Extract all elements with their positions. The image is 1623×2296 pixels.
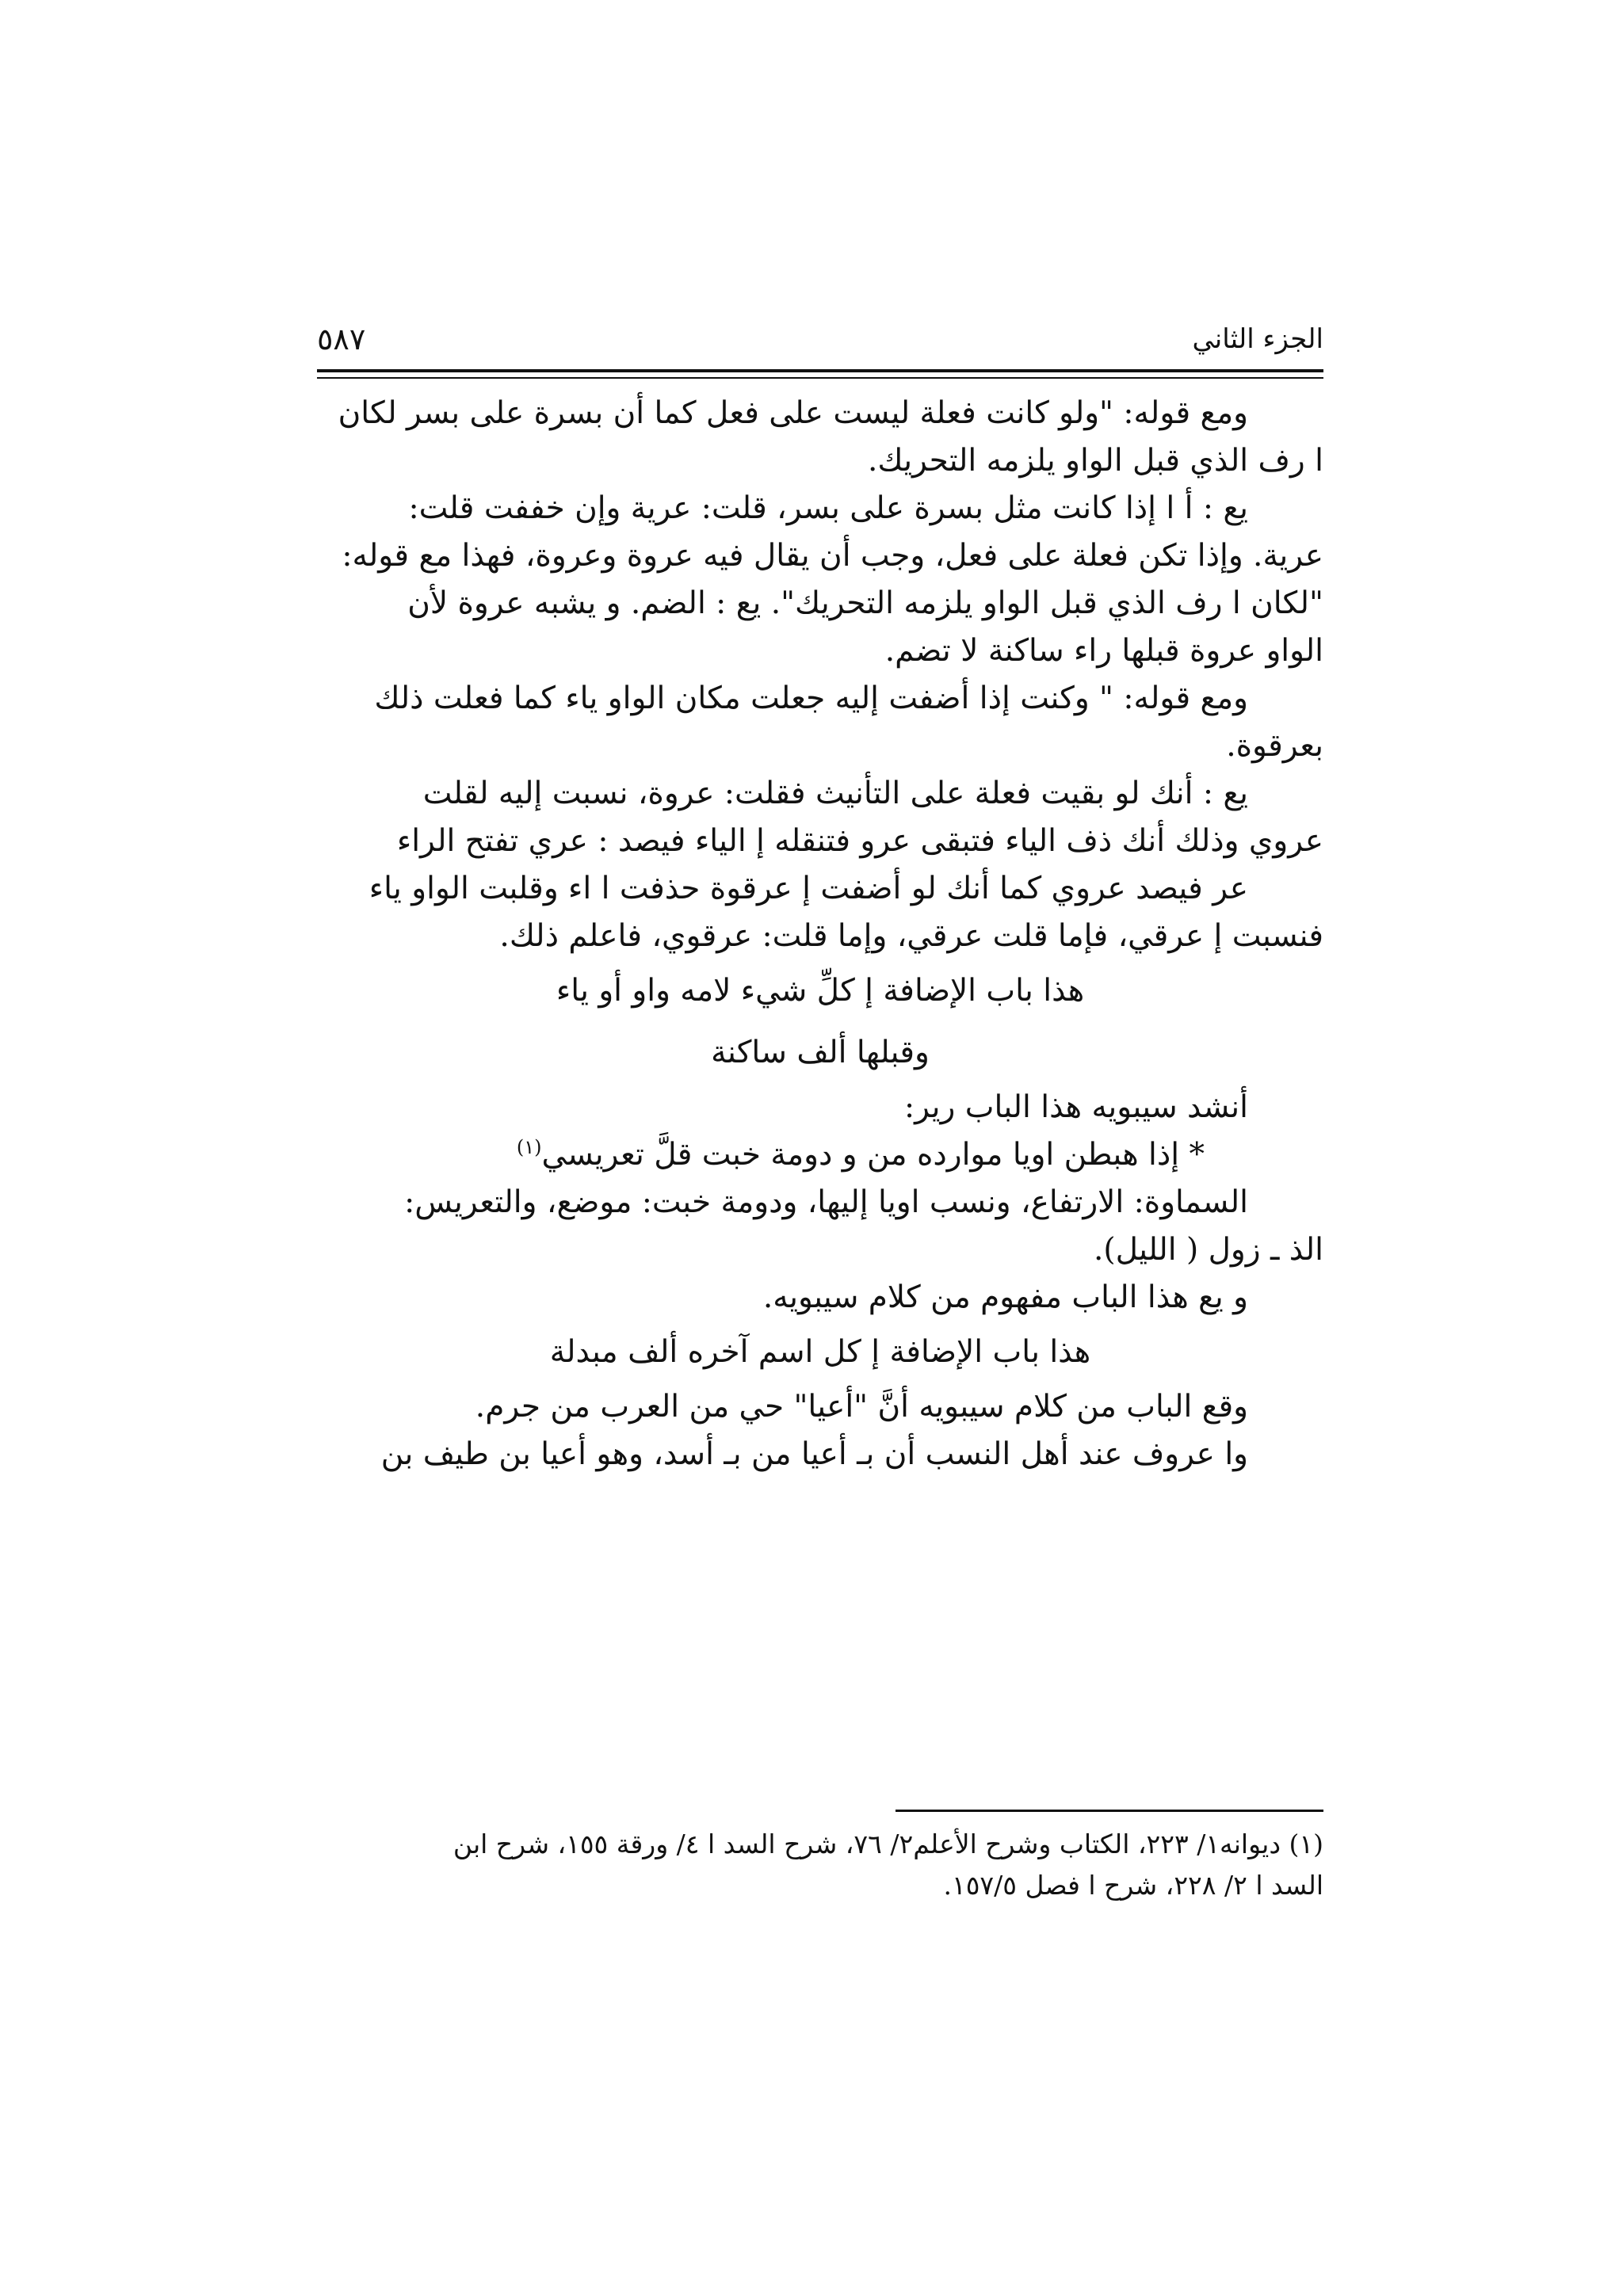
footnotes [317, 1824, 1323, 1906]
footnote-separator [896, 1810, 1323, 1812]
verse-text: * إذا هبطن اويا موارده من و دومة خبت قلَّ تعريسي [541, 1137, 1205, 1173]
verse-line [317, 1131, 1323, 1179]
text-line: يع : أ ا إذا كانت مثل بسرة على بسر، قلت: عرية وإن خففت قلت: [408, 490, 1248, 526]
text-line: ومع قوله: " وكنت إذا أضفت إليه جعلت مكان الواو ياء كما فعلت ذلك [374, 681, 1248, 716]
text-line: الواو عروة قبلها راء ساكنة لا تضم. [884, 633, 1323, 669]
text-line: فنسبت إ عرقي، فإما قلت عرقي، وإما قلت: عرقوي، فاعلم ذلك. [499, 918, 1323, 954]
text-line: ا رف الذي قبل الواو يلزمه التحريك. [867, 443, 1323, 479]
text-line: أنشد سيبويه هذا الباب رير: [904, 1089, 1248, 1125]
header-rule-thick [317, 369, 1323, 372]
footnote-marker: (١) [516, 1136, 542, 1158]
text-line: الذ ـ زول ( الليل). [1094, 1232, 1323, 1268]
text-line: السماوة: الارتفاع، ونسب اويا إليها، ودومة خبت: موضع، والتعريس: [404, 1184, 1248, 1220]
main-text [317, 390, 1323, 1478]
text-line: ومع قوله: "ولو كانت فعلة ليست على فعل كما أن بسرة على بسر لكان [338, 395, 1248, 431]
section-heading-2: هذا باب الإضافة إ كل اسم آخره ألف مبدلة [549, 1334, 1091, 1370]
section-heading-line-1: هذا باب الإضافة إ كلِّ شيء لامه واو أو ياء [556, 973, 1085, 1009]
text-line: وا عروف عند أهل النسب أن بـ أعيا من بـ أسد، وهو أعيا بن طيف بن [380, 1436, 1248, 1472]
text-line: بعرقوة. [1226, 728, 1323, 764]
page-number: ٥٨٧ [317, 322, 366, 357]
footnote-line: السد ا ٢/ ٢٢٨، شرح ا فصل ١٥٧/٥. [943, 1870, 1323, 1901]
section-heading-line-2: وقبلها ألف ساكنة [711, 1035, 930, 1070]
page-header [317, 309, 1323, 372]
text-line: عروي وذلك أنك ذف الياء فتبقى عرو فتنقله إ الياء فيصد : عري تفتح الراء [396, 823, 1323, 859]
footnote-line: (١) ديوانه١/ ٢٢٣، الكتاب وشرح الأعلم٢/ ٧٦، شرح السد ا ٤/ ورقة ١٥٥، شرح ابن [453, 1829, 1323, 1859]
text-line: "لكان ا رف الذي قبل الواو يلزمه التحريك". يع : الضم. و يشبه عروة لأن [407, 585, 1323, 621]
text-line: يع : أنك لو بقيت فعلة على التأنيث فقلت: عروة، نسبت إليه لقلت [422, 776, 1248, 811]
text-line: و يع هذا الباب مفهوم من كلام سيبويه. [762, 1280, 1248, 1315]
text-line: عر فيصد عروي كما أنك لو أضفت إ عرقوة حذفت ا اء وقلبت الواو ياء [369, 871, 1248, 906]
running-title: الجزء الثاني [1192, 323, 1323, 355]
text-line: وقع الباب من كلام سيبويه أنَّ "أعيا" حي من العرب من جرم. [475, 1389, 1248, 1425]
header-rule-thin [317, 377, 1323, 379]
text-line: عرية. وإذا تكن فعلة على فعل، وجب أن يقال فيه عروة وعروة، فهذا مع قوله: [342, 538, 1323, 574]
